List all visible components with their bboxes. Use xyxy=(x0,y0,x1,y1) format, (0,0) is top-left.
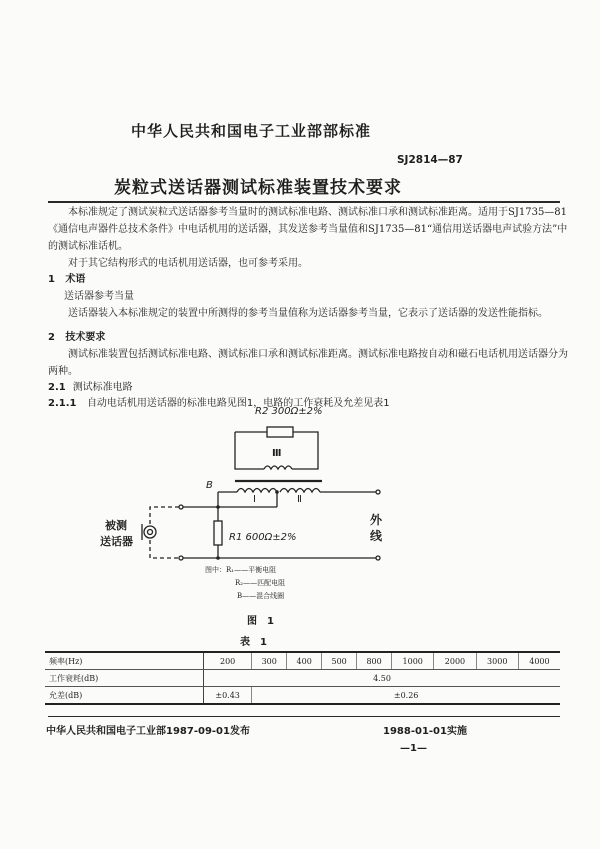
table-cell: 500 xyxy=(322,652,357,670)
table-cell: 3000 xyxy=(476,652,518,670)
issuing-organization: 中华人民共和国电子工业部部标准 xyxy=(131,122,372,140)
table-cell: 4.50 xyxy=(204,670,561,687)
section-text: 自动电话机用送话器的标准电路见图1，电路的工作衰耗及允差见表1 xyxy=(86,398,390,409)
legend-item-r1: R₁——平衡电阻 xyxy=(226,566,277,574)
r1-label: R1 600Ω±2% xyxy=(229,532,297,543)
document-title: 炭粒式送话器测试标准装置技术要求 xyxy=(114,178,402,198)
microphone-label-line1: 被测 xyxy=(105,519,127,532)
section-number: 2.1.1 xyxy=(48,398,77,409)
table-cell: 300 xyxy=(252,652,287,670)
table-caption: 表 1 xyxy=(240,637,267,648)
table-cell: 1000 xyxy=(392,652,434,670)
row-label: 允差(dB) xyxy=(45,687,204,705)
term-definition: 送话器装入本标准规定的装置中所测得的参考当量值称为送话器参考当量，它表示了送话器的发送性能指标。 xyxy=(68,308,548,319)
section-number: 1 xyxy=(48,274,55,285)
microphone-label-line2: 送话器 xyxy=(100,535,133,548)
external-line-label-2: 线 xyxy=(370,529,383,543)
section-title: 技术要求 xyxy=(65,332,106,343)
table-cell: 4000 xyxy=(518,652,560,670)
table-cell: ±0.26 xyxy=(252,687,560,705)
legend-item-b: B——混合线圈 xyxy=(237,592,285,600)
external-line-label-1: 外 xyxy=(370,513,383,527)
effective-date: 1988-01-01实施 xyxy=(383,726,467,737)
table-cell: ±0.43 xyxy=(204,687,252,705)
r2-label: R2 300Ω±2% xyxy=(255,406,323,417)
table-row-frequency xyxy=(45,652,560,670)
coil-3-label: Ⅲ xyxy=(272,448,282,459)
section-2-text: 测试标准装置包括测试标准电路、测试标准口承和测试标准距离。测试标准电路按自动和磁石电话机用送话器分为两种。 xyxy=(48,349,568,377)
figure-legend xyxy=(205,564,285,603)
node-b-label: B xyxy=(206,480,213,491)
row-label: 频率(Hz) xyxy=(45,652,204,670)
intro-paragraph: 本标准规定了测试炭粒式送话器参考当量时的测试标准电路、测试标准口承和测试标准距离。适用于SJ1735—81《通信电声器件总技术条件》中电话机用的送话器，其发送参考当量值和SJ1735—81“通信用送话器电声试验方法”中的测试标准话机。 xyxy=(48,207,568,252)
legend-item-r2: R₂——匹配电阻 xyxy=(235,579,286,587)
section-title: 测试标准电路 xyxy=(72,382,133,393)
standard-code: SJ2814—87 xyxy=(397,154,463,166)
issue-info: 中华人民共和国电子工业部1987-09-01发布 xyxy=(46,726,250,737)
page-number: —1— xyxy=(400,743,427,754)
row-label: 工作衰耗(dB) xyxy=(45,670,204,687)
section-number: 2.1 xyxy=(48,382,66,393)
table-cell: 2000 xyxy=(434,652,476,670)
table-row-attenuation xyxy=(45,670,560,687)
table-cell: 200 xyxy=(204,652,252,670)
table-cell: 800 xyxy=(357,652,392,670)
section-number: 2 xyxy=(48,332,55,343)
intro-paragraph-2: 对于其它结构形式的电话机用送话器，也可参考采用。 xyxy=(68,258,308,269)
table-row-tolerance xyxy=(45,687,560,705)
section-title: 术语 xyxy=(65,274,86,285)
footer-divider xyxy=(48,716,560,717)
table-cell: 400 xyxy=(287,652,322,670)
coil-1-label: Ⅰ xyxy=(253,494,256,505)
coil-2-label: Ⅱ xyxy=(297,494,302,505)
attenuation-table xyxy=(45,651,560,705)
figure-caption: 图 1 xyxy=(247,616,274,627)
term-title: 送话器参考当量 xyxy=(64,291,134,302)
legend-prefix: 图中： xyxy=(205,566,226,574)
